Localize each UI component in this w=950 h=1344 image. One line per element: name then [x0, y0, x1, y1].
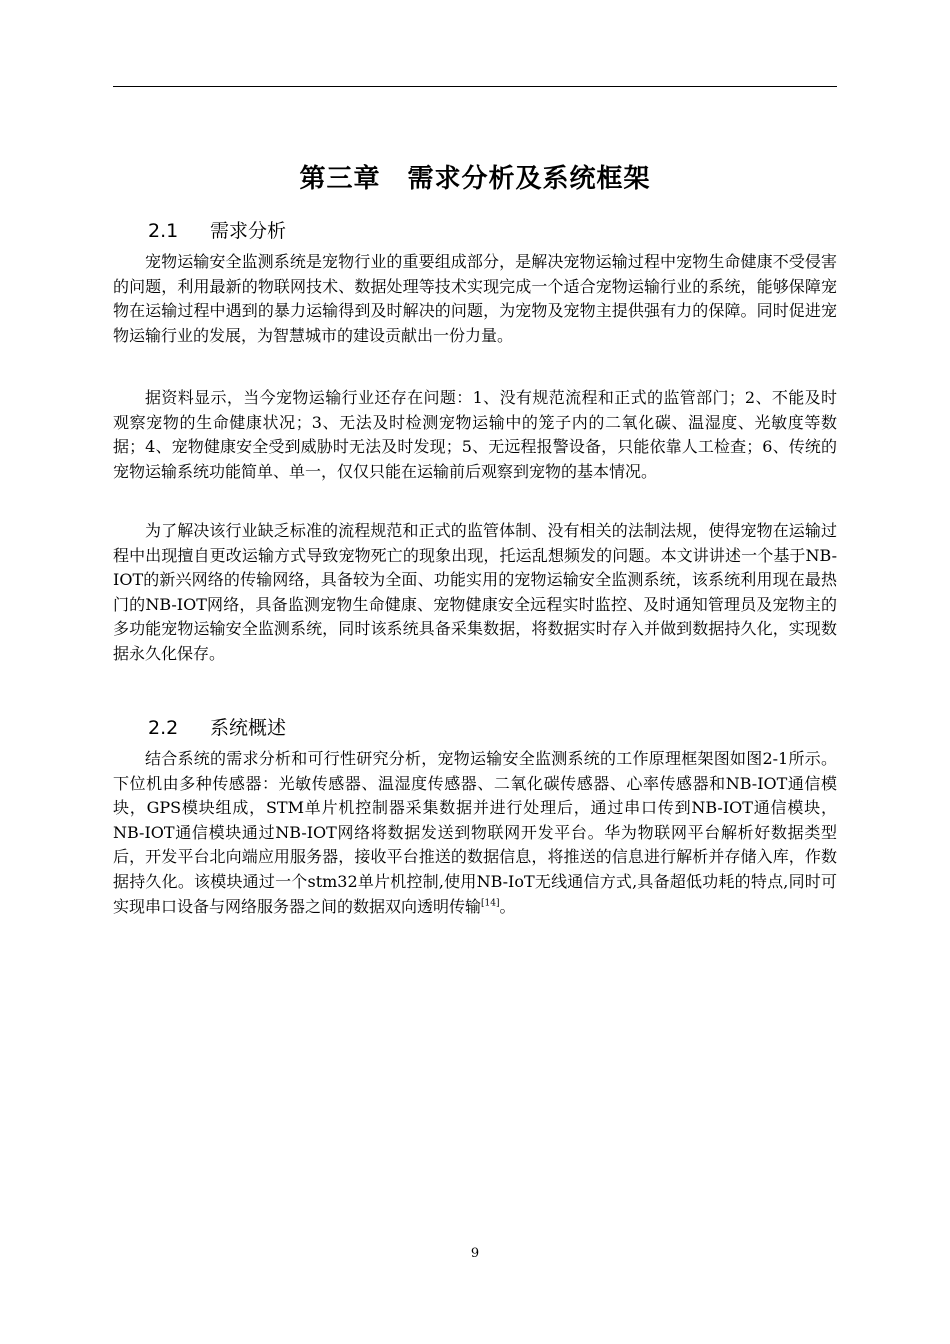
citation-reference[interactable]: [14]	[481, 898, 500, 909]
section-heading-2-1	[148, 217, 286, 245]
header-rule	[113, 86, 837, 87]
page-number: 9	[470, 1246, 480, 1261]
section-number: 2.1	[148, 220, 179, 242]
paragraph-end-punctuation: 。	[499, 896, 516, 916]
section-title: 需求分析	[210, 220, 287, 242]
chapter-title: 第三章 需求分析及系统框架	[299, 164, 651, 194]
body-paragraph: 据资料显示，当今宠物运输行业还存在问题：1、没有规范流程和正式的监管部门；2、不能及时观察宠物的生命健康状况；3、无法及时检测宠物运输中的笼子内的二氧化碳、温湿度、光敏度等数据；4、宠物健康安全受到威胁时无法及时发现；5、无远程报警设备，只能依靠人工检查；6、传统的宠物运输系统功能简单、单一，仅仅只能在运输前后观察到宠物的基本情况。	[113, 388, 837, 481]
body-paragraph	[113, 747, 837, 919]
paragraph-text: 结合系统的需求分析和可行性研究分析，宠物运输安全监测系统的工作原理框架图如图2-1所示。下位机由多种传感器：光敏传感器、温湿度传感器、二氧化碳传感器、心率传感器和NB-IOT通信模块，GPS模块组成，STM单片机控制器采集数据并进行处理后，通过串口传到NB-IOT通信模块，NB-IOT通信模块通过NB-IOT网络将数据发送到物联网开发平台。华为物联网平台解析好数据类型后，开发平台北向端应用服务器，接收平台推送的数据信息，将推送的信息进行解析并存储入库，作数据持久化。该模块通过一个stm32单片机控制,使用NB-IoT无线通信方式,具备超低功耗的特点,同时可实现串口设备与网络服务器之间的数据双向透明传输	[113, 749, 837, 916]
section-title: 系统概述	[210, 717, 287, 739]
section-heading-2-2	[148, 714, 286, 742]
section-number: 2.2	[148, 717, 179, 739]
body-paragraph: 宠物运输安全监测系统是宠物行业的重要组成部分，是解决宠物运输过程中宠物生命健康不受侵害的问题，利用最新的物联网技术、数据处理等技术实现完成一个适合宠物运输行业的系统，能够保障宠物在运输过程中遇到的暴力运输得到及时解决的问题，为宠物及宠物主提供强有力的保障。同时促进宠物运输行业的发展，为智慧城市的建设贡献出一份力量。	[113, 252, 837, 345]
body-paragraph: 为了解决该行业缺乏标准的流程规范和正式的监管体制、没有相关的法制法规，使得宠物在运输过程中出现擅自更改运输方式导致宠物死亡的现象出现，托运乱想频发的问题。本文讲讲述一个基于NB-IOT的新兴网络的传输网络，具备较为全面、功能实用的宠物运输安全监测系统，该系统利用现在最热门的NB-IOT网络，具备监测宠物生命健康、宠物健康安全远程实时监控、及时通知管理员及宠物主的多功能宠物运输安全监测系统，同时该系统具备采集数据，将数据实时存入并做到数据持久化，实现数据永久化保存。	[113, 521, 837, 663]
